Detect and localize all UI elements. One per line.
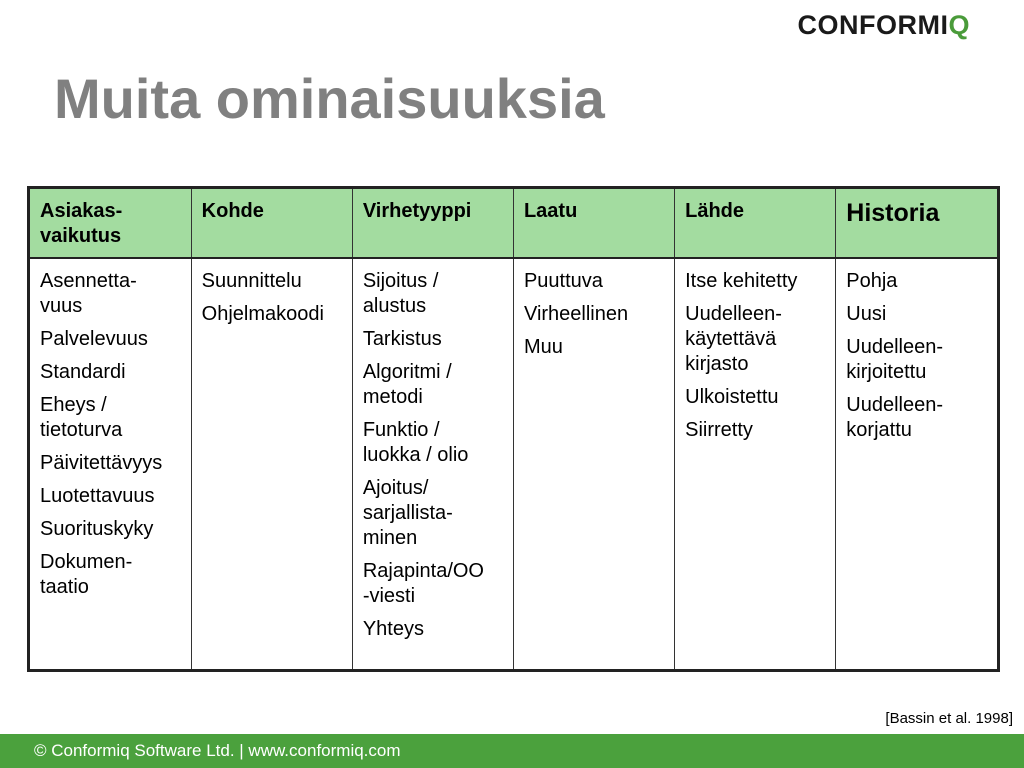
list-item: Asennetta- vuus (40, 270, 137, 317)
list-item: Uudelleen- korjattu (846, 394, 944, 441)
citation: [Bassin et al. 1998] (885, 710, 1013, 727)
list-item: Rajapinta/OO -viesti (362, 560, 484, 607)
list-item: Yhteys (362, 618, 424, 640)
slide-title: Muita ominaisuuksia (54, 67, 605, 130)
header-lahde (675, 189, 836, 258)
column-historia (836, 258, 997, 669)
list-item: Suunnittelu (201, 270, 302, 292)
list-item: Ohjelmakoodi (201, 303, 324, 325)
list-item: Luotettavuus (40, 485, 155, 507)
header-label: Kohde (201, 200, 264, 222)
header-kohde (191, 189, 352, 258)
logo-accent-letter: Q (948, 10, 970, 40)
list-item: Palvelevuus (40, 328, 148, 350)
list-item: Eheys / tietoturva (40, 394, 123, 441)
footer-bar (0, 734, 1024, 768)
header-historia (836, 189, 997, 258)
list-item: Uudelleen- kirjoitettu (846, 336, 944, 383)
list-item: Ajoitus/ sarjallista- minen (362, 477, 453, 549)
table-row (30, 258, 997, 669)
list-item: Standardi (40, 361, 126, 383)
column-asiakasvaikutus (30, 258, 191, 669)
list-item: Ulkoistettu (685, 386, 779, 408)
conformiq-logo (798, 10, 971, 41)
logo-text: CONFORMI (797, 10, 949, 40)
list-item: Siirretty (685, 419, 753, 441)
list-item: Sijoitus / alustus (362, 270, 439, 317)
header-laatu (513, 189, 674, 258)
column-virhetyyppi (352, 258, 513, 669)
attributes-table (30, 189, 997, 669)
header-asiakasvaikutus (30, 189, 191, 258)
list-item: Pohja (846, 270, 898, 292)
list-item: Dokumen- taatio (40, 551, 133, 598)
list-item: Suorituskyky (40, 518, 154, 540)
list-item: Algoritmi / metodi (362, 361, 452, 408)
column-kohde (191, 258, 352, 669)
list-item: Puuttuva (523, 270, 603, 292)
header-label: Laatu (523, 200, 578, 222)
list-item: Virheellinen (523, 303, 629, 325)
attributes-table-container (27, 186, 1000, 672)
list-item: Päivitettävyys (40, 452, 163, 474)
column-laatu (513, 258, 674, 669)
footer-copyright: © Conformiq Software Ltd. | www.conformiq.com (34, 741, 401, 760)
table-header-row (30, 189, 997, 258)
header-label: Virhetyyppi (362, 200, 472, 222)
list-item: Itse kehitetty (685, 270, 798, 292)
list-item: Tarkistus (362, 328, 442, 350)
list-item: Muu (523, 336, 563, 358)
list-item: Uudelleen- käytettävä kirjasto (685, 303, 782, 375)
header-label: Historia (846, 199, 940, 227)
column-lahde (675, 258, 836, 669)
header-label: Asiakas- vaikutus (40, 200, 123, 247)
header-label: Lähde (685, 200, 745, 222)
list-item: Uusi (846, 303, 887, 325)
header-virhetyyppi (352, 189, 513, 258)
list-item: Funktio / luokka / olio (362, 419, 469, 466)
